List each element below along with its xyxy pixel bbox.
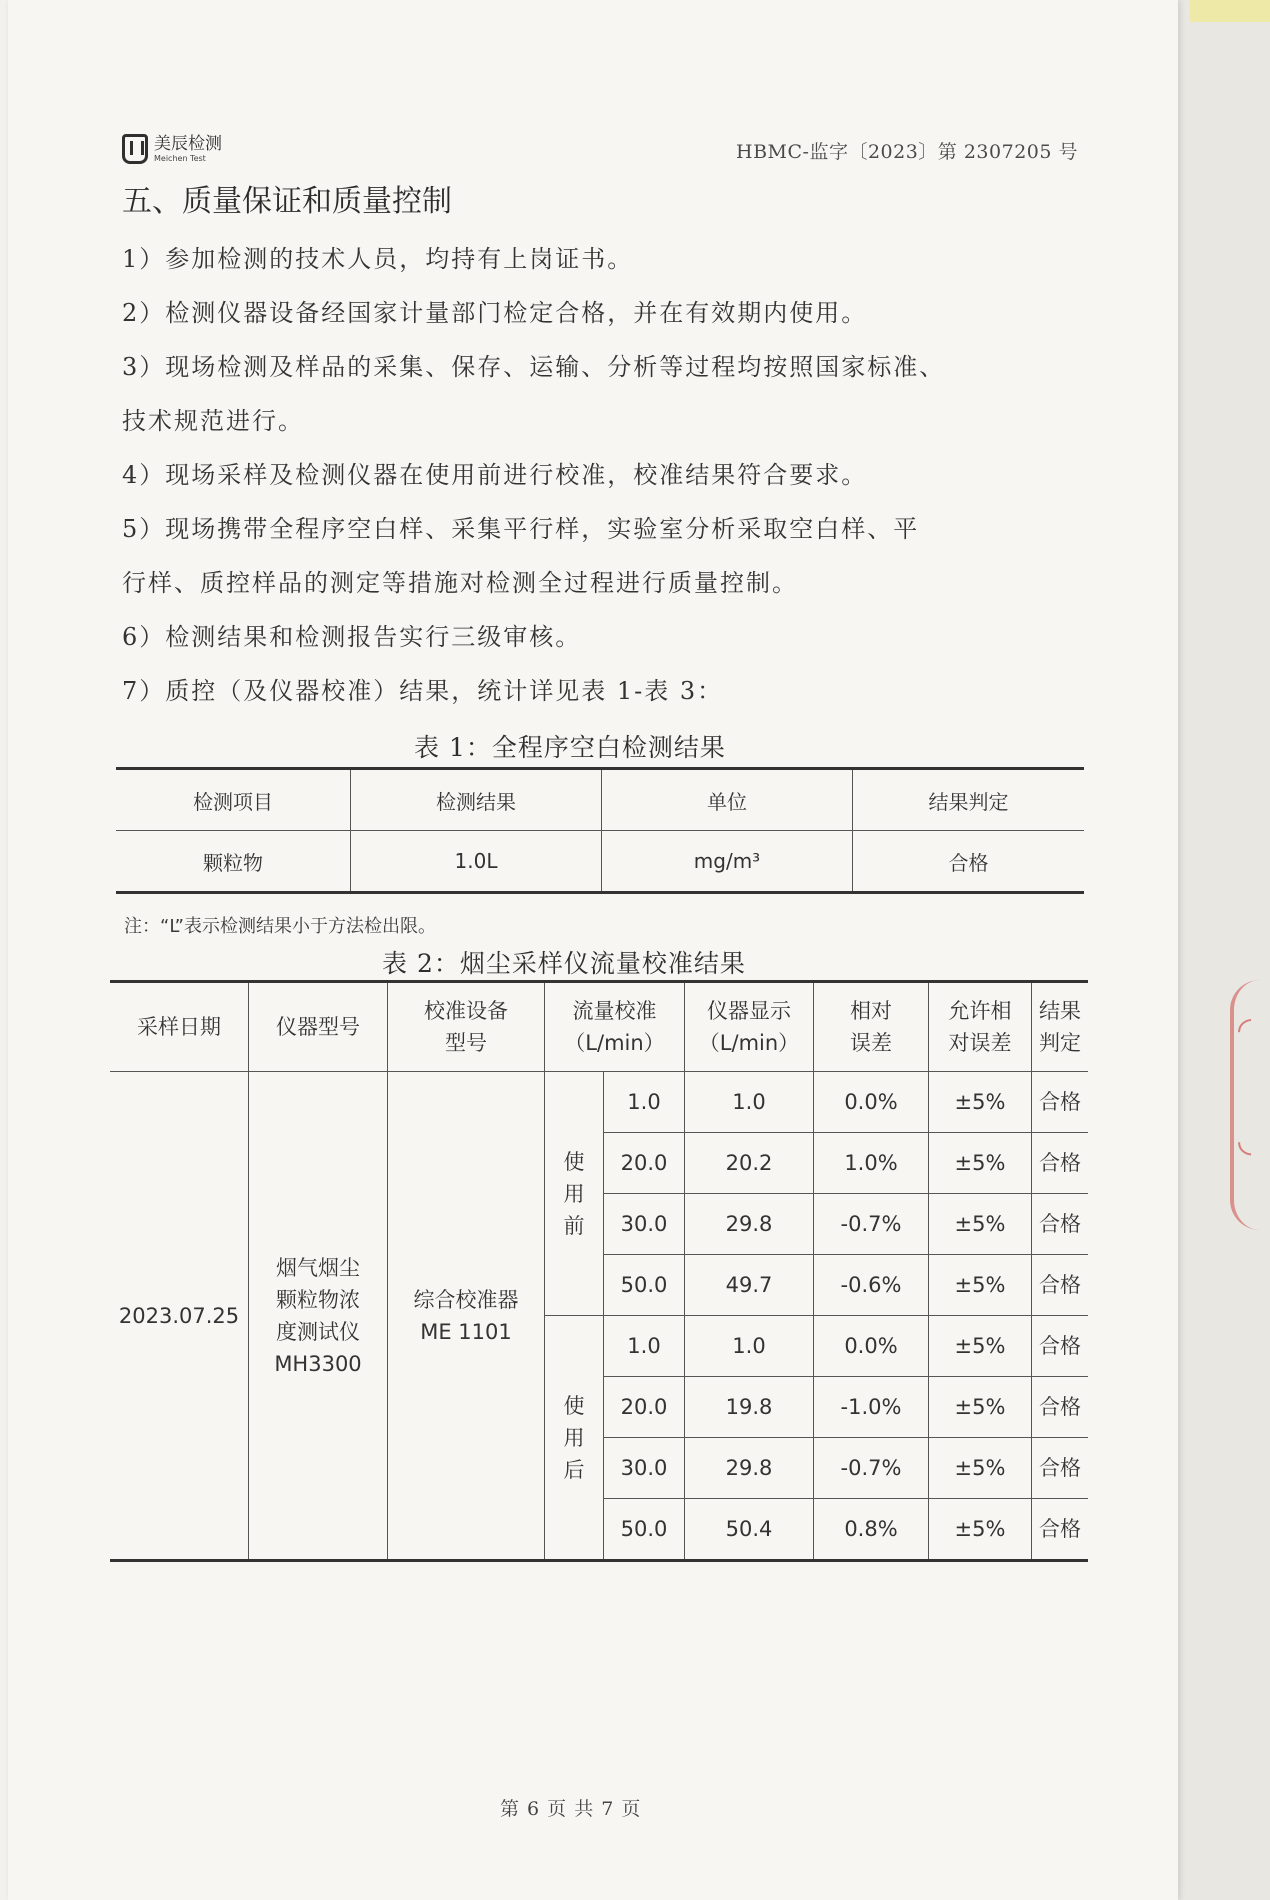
allowed-error-value: ±5% [929, 1499, 1032, 1561]
paragraph-line: 4）现场采样及检测仪器在使用前进行校准，校准结果符合要求。 [122, 461, 868, 489]
header-flow-calibration [545, 982, 685, 1072]
header-allowed-error [929, 982, 1032, 1072]
display-value: 50.4 [685, 1499, 814, 1561]
stamp-fragment-icon: ◜ [1238, 1010, 1252, 1050]
paragraph-line: 7）质控（及仪器校准）结果，统计详见表 1-表 3： [122, 677, 724, 705]
display-value: 1.0 [685, 1316, 814, 1377]
relative-error-value: 0.0% [814, 1316, 929, 1377]
relative-error-value: -0.7% [814, 1438, 929, 1499]
allowed-error-value: ±5% [929, 1438, 1032, 1499]
paragraph-line: 1）参加检测的技术人员，均持有上岗证书。 [122, 245, 634, 273]
table-cell: 颗粒物 [116, 831, 351, 893]
table-row [110, 1072, 1088, 1133]
sticky-note-strip [1190, 0, 1270, 22]
header-judgement [1032, 982, 1089, 1072]
display-value: 29.8 [685, 1194, 814, 1255]
cell-line: 用 [563, 1181, 585, 1206]
judgement-value: 合格 [1032, 1194, 1089, 1255]
cell-line: 用 [563, 1425, 585, 1450]
table-header-cell: 结果判定 [853, 769, 1085, 831]
display-value: 49.7 [685, 1255, 814, 1316]
cell-line: 使 [563, 1149, 585, 1174]
judgement-value: 合格 [1032, 1133, 1089, 1194]
flow-value: 20.0 [604, 1377, 685, 1438]
calibration-device-cell [388, 1072, 545, 1561]
header-date: 采样日期 [110, 982, 249, 1072]
paragraph-line: 6）检测结果和检测报告实行三级审核。 [122, 623, 582, 651]
table-header-cell: 检测结果 [351, 769, 602, 831]
sampling-date-cell: 2023.07.25 [110, 1072, 249, 1561]
phase-after-cell [545, 1316, 604, 1561]
display-value: 19.8 [685, 1377, 814, 1438]
header-line: 对误差 [948, 1031, 1012, 1055]
paragraph-line: 5）现场携带全程序空白样、采集平行样，实验室分析采取空白样、平 [122, 515, 920, 543]
company-logo [122, 134, 222, 164]
flow-value: 30.0 [604, 1194, 685, 1255]
judgement-value: 合格 [1032, 1072, 1089, 1133]
cell-line: 综合校准器 [413, 1287, 519, 1312]
table-header-row [116, 769, 1084, 831]
judgement-value: 合格 [1032, 1499, 1089, 1561]
header-line: 允许相 [948, 999, 1012, 1023]
header-line: 判定 [1039, 1031, 1081, 1055]
background-paper-edge [1178, 0, 1270, 1900]
relative-error-value: -0.6% [814, 1255, 929, 1316]
table-header-cell: 检测项目 [116, 769, 351, 831]
header-line: 误差 [850, 1031, 892, 1055]
header-line: （L/min） [698, 1031, 800, 1055]
table-cell: 1.0L [351, 831, 602, 893]
cell-line: MH3300 [274, 1351, 362, 1376]
header-line: 结果 [1039, 999, 1081, 1023]
table1-note: 注：“L”表示检测结果小于方法检出限。 [124, 916, 436, 937]
cell-line: 度测试仪 [276, 1319, 360, 1344]
header-line: 相对 [850, 999, 892, 1023]
cell-line: 颗粒物浓 [276, 1287, 360, 1312]
flow-value: 1.0 [604, 1316, 685, 1377]
judgement-value: 合格 [1032, 1377, 1089, 1438]
paragraph-line: 技术规范进行。 [122, 407, 304, 435]
header-line: 仪器显示 [707, 999, 791, 1023]
header-calibration-device [388, 982, 545, 1072]
header-model: 仪器型号 [249, 982, 388, 1072]
relative-error-value: -1.0% [814, 1377, 929, 1438]
blank-test-table [116, 767, 1084, 894]
judgement-value: 合格 [1032, 1316, 1089, 1377]
table1-caption: 表 1：全程序空白检测结果 [414, 733, 726, 762]
flow-value: 20.0 [604, 1133, 685, 1194]
relative-error-value: 0.0% [814, 1072, 929, 1133]
table-cell: 合格 [853, 831, 1085, 893]
allowed-error-value: ±5% [929, 1316, 1032, 1377]
allowed-error-value: ±5% [929, 1194, 1032, 1255]
table-header-row [110, 982, 1088, 1072]
cell-line: 使 [563, 1393, 585, 1418]
allowed-error-value: ±5% [929, 1072, 1032, 1133]
table-row [116, 831, 1084, 893]
paragraph-line: 3）现场检测及样品的采集、保存、运输、分析等过程均按照国家标准、 [122, 353, 946, 381]
flow-calibration-table [110, 980, 1088, 1562]
flow-value: 50.0 [604, 1499, 685, 1561]
relative-error-value: -0.7% [814, 1194, 929, 1255]
relative-error-value: 0.8% [814, 1499, 929, 1561]
display-value: 1.0 [685, 1072, 814, 1133]
table2-caption: 表 2：烟尘采样仪流量校准结果 [382, 949, 746, 978]
header-line: 型号 [445, 1031, 487, 1055]
allowed-error-value: ±5% [929, 1133, 1032, 1194]
flow-value: 50.0 [604, 1255, 685, 1316]
flow-value: 30.0 [604, 1438, 685, 1499]
page-header [122, 118, 1078, 164]
section-title: 五、质量保证和质量控制 [122, 184, 452, 219]
header-line: 流量校准 [572, 999, 657, 1023]
judgement-value: 合格 [1032, 1255, 1089, 1316]
cell-line: 前 [563, 1213, 585, 1238]
phase-before-cell [545, 1072, 604, 1316]
display-value: 29.8 [685, 1438, 814, 1499]
cell-line: ME 1101 [420, 1319, 512, 1344]
header-line: 校准设备 [424, 999, 508, 1023]
cell-line: 烟气烟尘 [276, 1255, 360, 1280]
stamp-fragment-icon: ◟ [1238, 1120, 1252, 1160]
page-footer: 第 6 页 共 7 页 [500, 1798, 642, 1820]
table-cell: mg/m³ [602, 831, 853, 893]
allowed-error-value: ±5% [929, 1255, 1032, 1316]
cell-line: 后 [563, 1457, 585, 1482]
allowed-error-value: ±5% [929, 1377, 1032, 1438]
flow-value: 1.0 [604, 1072, 685, 1133]
display-value: 20.2 [685, 1133, 814, 1194]
document-number: HBMC-监字〔2023〕第 2307205 号 [736, 141, 1078, 163]
judgement-value: 合格 [1032, 1438, 1089, 1499]
instrument-model-cell [249, 1072, 388, 1561]
paragraph-line: 2）检测仪器设备经国家计量部门检定合格，并在有效期内使用。 [122, 299, 868, 327]
logo-chinese-name: 美辰检测 [154, 133, 222, 154]
header-line: （L/min） [564, 1031, 665, 1055]
header-relative-error [814, 982, 929, 1072]
logo-english-name: Meichen Test [154, 153, 206, 163]
header-instrument-display [685, 982, 814, 1072]
paragraph-line: 行样、质控样品的测定等措施对检测全过程进行质量控制。 [122, 569, 798, 597]
logo-icon [122, 134, 148, 164]
table-header-cell: 单位 [602, 769, 853, 831]
relative-error-value: 1.0% [814, 1133, 929, 1194]
